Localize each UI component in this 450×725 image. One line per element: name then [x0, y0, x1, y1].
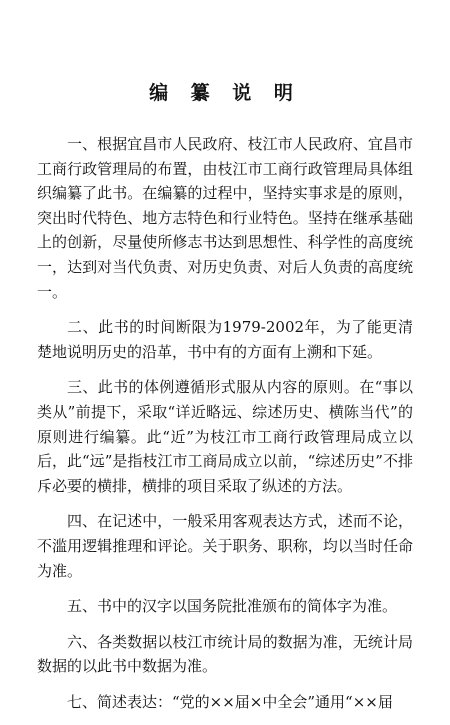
- paragraph-7: 七、简述表达：“党的××届×中全会”通用“××届: [67, 692, 393, 711]
- paragraph-3: 三、此书的体例遵循形式服从内容的原则。在“事以类从”前提下，采取“详近略远、综述历史、横陈当代”的原则进行编纂。此“近”为枝江市工商行政管理局成立以后，此“远”是指枝江市工商局成立以前，“综述历史”不排斥必要的横排，横排的项目采取了纵述的方法。: [37, 378, 413, 495]
- paragraph-4: 四、在记述中，一般采用客观表达方式，述而不论，不滥用逻辑推理和评论。关于职务、职称，均以当时任命为准。: [37, 512, 413, 580]
- paragraph-1: 一、根据宜昌市人民政府、枝江市人民政府、宜昌市工商行政管理局的布置，由枝江市工商行政管理局具体组织编纂了此书。在编纂的过程中，坚持实事求是的原则，突出时代特色、地方志特色和行业特色。坚持在继承基础上的创新，尽量使所修志书达到思想性、科学性的高度统一，达到对当代负责、对历史负责、对后人负责的高度统一。: [37, 135, 413, 301]
- paragraph-2: 二、此书的时间断限为1979-2002年，为了能更清楚地说明历史的沿革，书中有的方面有上溯和下延。: [37, 318, 413, 361]
- page-title: 编 纂 说 明: [149, 82, 301, 104]
- paragraph-6: 六、各类数据以枝江市统计局的数据为准，无统计局数据的以此书中数据为准。: [37, 632, 413, 676]
- document-body: [37, 132, 413, 725]
- paragraph-5: 五、书中的汉字以国务院批准颁布的简体字为准。: [67, 597, 398, 616]
